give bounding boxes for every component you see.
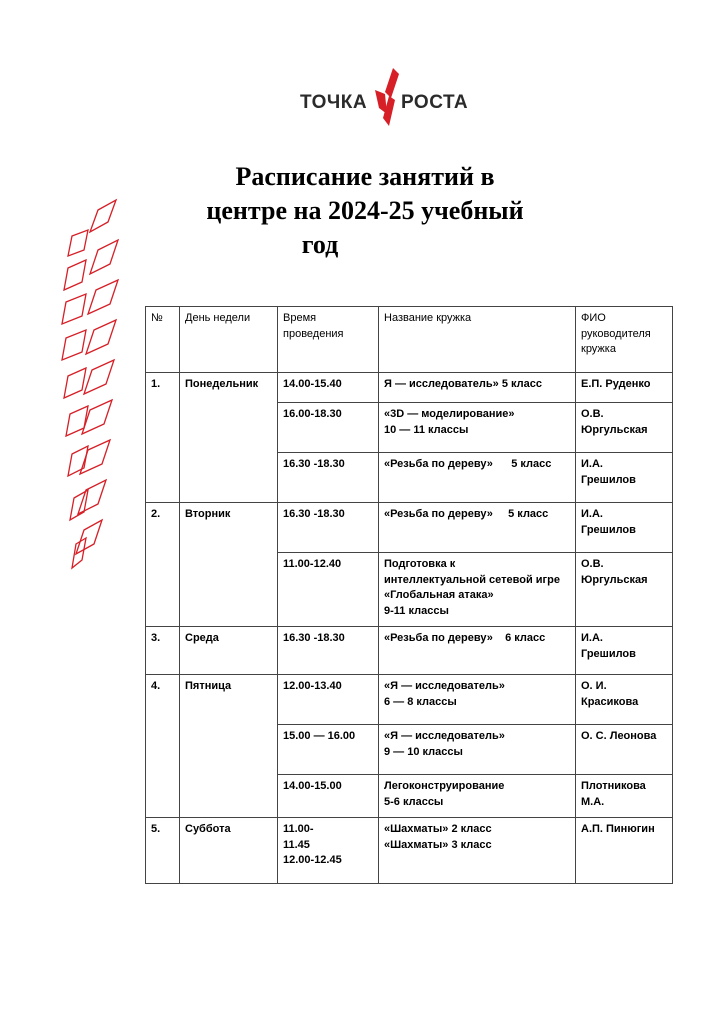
table-row [146, 503, 673, 553]
header-time: Время проведения [278, 307, 379, 373]
row-time: 11.00- 11.45 12.00-12.45 [278, 818, 379, 884]
row-club: Я — исследователь» 5 класс [379, 373, 576, 403]
table-header-row [146, 307, 673, 373]
row-teacher: И.А. Грешилов [576, 453, 673, 503]
row-time: 16.30 -18.30 [278, 503, 379, 553]
header-day: День недели [180, 307, 278, 373]
row-time: 14.00-15.00 [278, 775, 379, 818]
table-row [146, 818, 673, 884]
row-time: 14.00-15.40 [278, 373, 379, 403]
row-teacher: Плотникова М.А. [576, 775, 673, 818]
row-time: 16.00-18.30 [278, 403, 379, 453]
row-num: 3. [146, 627, 180, 675]
row-day: Понедельник [180, 373, 278, 503]
row-day: Вторник [180, 503, 278, 627]
table-row [146, 675, 673, 725]
row-day: Суббота [180, 818, 278, 884]
row-time: 12.00-13.40 [278, 675, 379, 725]
tochka-rosta-logo [298, 68, 483, 128]
header-num: № [146, 307, 180, 373]
row-teacher: Е.П. Руденко [576, 373, 673, 403]
row-club: «Резьба по дереву» 5 класс [379, 453, 576, 503]
row-club: «Резьба по дереву» 6 класс [379, 627, 576, 675]
row-day: Среда [180, 627, 278, 675]
row-day: Пятница [180, 675, 278, 818]
row-teacher: О.В. Юргульская [576, 553, 673, 627]
title-line-3: год [301, 230, 339, 259]
sprout-icon [373, 68, 401, 128]
row-num: 1. [146, 373, 180, 503]
row-club: «Я — исследователь» 6 — 8 классы [379, 675, 576, 725]
header-teacher: ФИО руководителя кружка [576, 307, 673, 373]
row-teacher: О. И. Красикова [576, 675, 673, 725]
table-row [146, 373, 673, 403]
row-time: 16.30 -18.30 [278, 453, 379, 503]
row-num: 2. [146, 503, 180, 627]
row-teacher: И.А. Грешилов [576, 503, 673, 553]
table-row [146, 627, 673, 675]
row-teacher: О.В. Юргульская [576, 403, 673, 453]
logo-text-left: ТОЧКА [300, 92, 368, 113]
header-club: Название кружка [379, 307, 576, 373]
row-time: 11.00-12.40 [278, 553, 379, 627]
row-club: Подготовка к интеллектуальной сетевой игре «Глобальная атака» 9-11 классы [379, 553, 576, 627]
logo-text-right: РОСТА [401, 92, 469, 113]
row-club: «Резьба по дереву» 5 класс [379, 503, 576, 553]
row-time: 16.30 -18.30 [278, 627, 379, 675]
schedule-table [145, 306, 673, 884]
title-line-1: Расписание занятий в [235, 162, 495, 191]
row-teacher: О. С. Леонова [576, 725, 673, 775]
row-num: 4. [146, 675, 180, 818]
row-club: Легоконструирование 5-6 классы [379, 775, 576, 818]
row-club: «Шахматы» 2 класс «Шахматы» 3 класс [379, 818, 576, 884]
title-line-2: центре на 2024-25 учебный [206, 196, 524, 225]
row-club: «Я — исследователь» 9 — 10 классы [379, 725, 576, 775]
page-title [150, 160, 580, 262]
row-club: «3D — моделирование» 10 — 11 классы [379, 403, 576, 453]
row-num: 5. [146, 818, 180, 884]
row-teacher: И.А. Грешилов [576, 627, 673, 675]
row-time: 15.00 — 16.00 [278, 725, 379, 775]
row-teacher: А.П. Пинюгин [576, 818, 673, 884]
